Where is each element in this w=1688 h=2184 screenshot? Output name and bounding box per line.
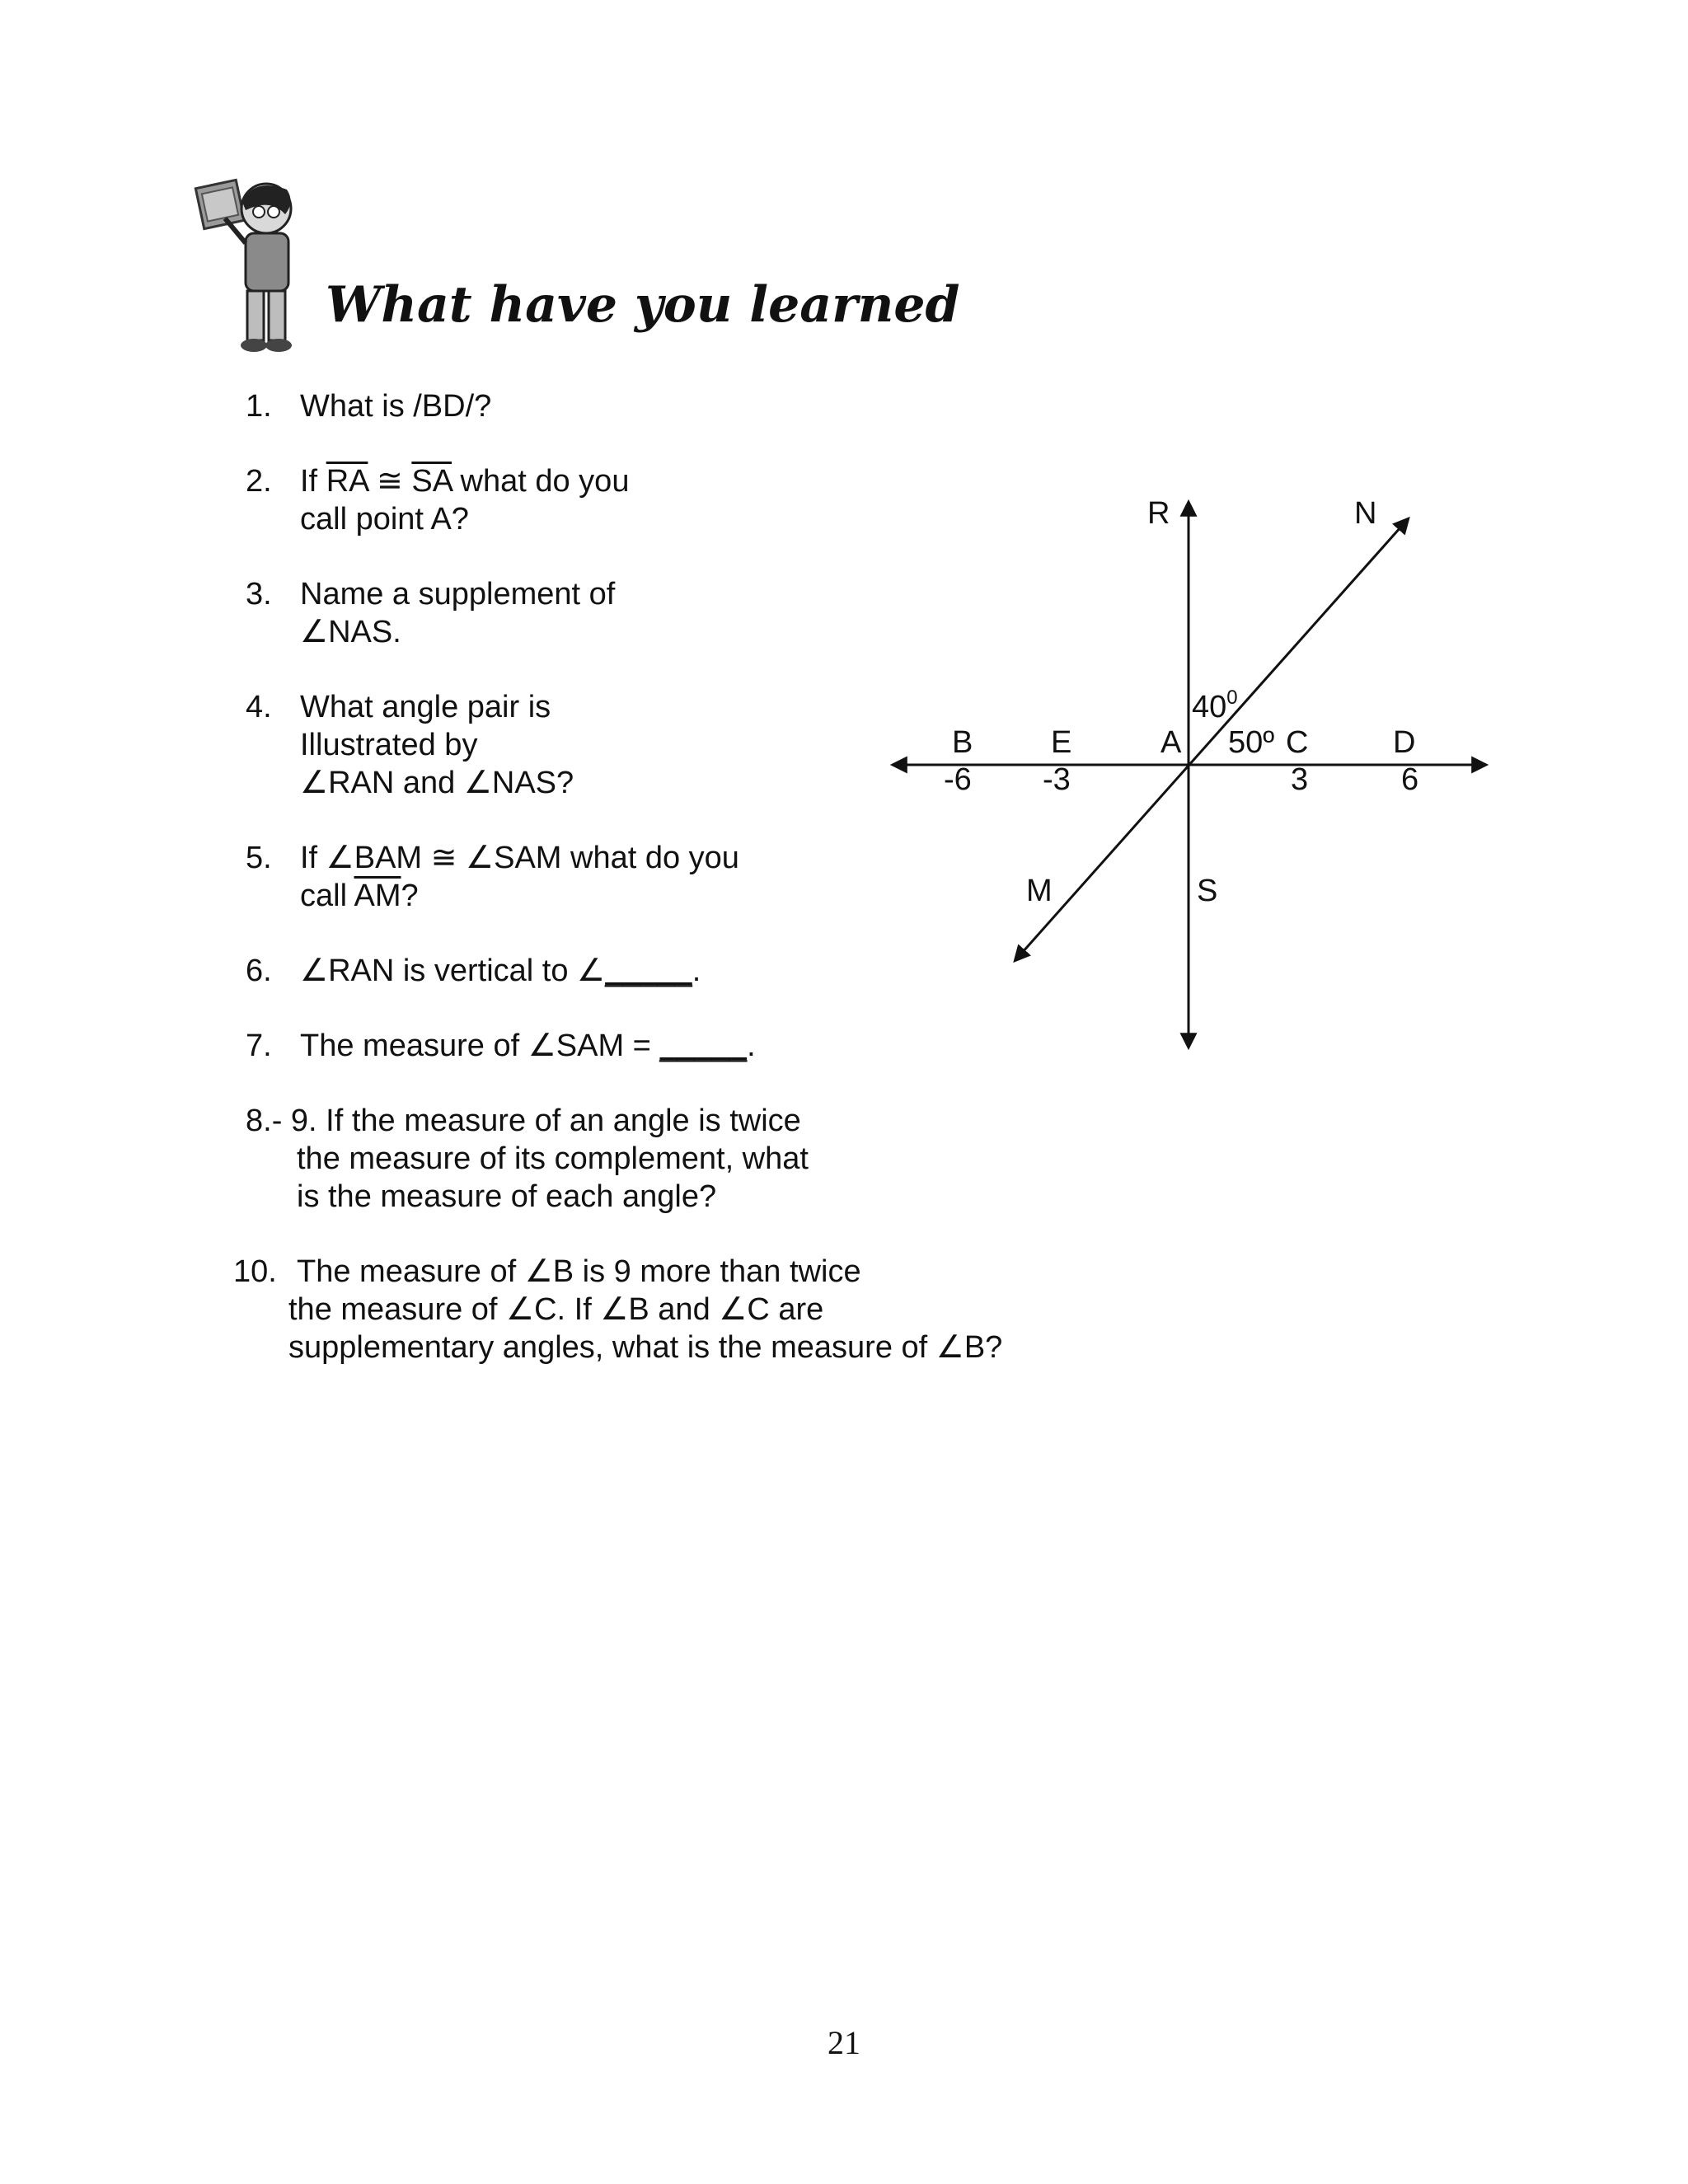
question-number: 1. [246,389,272,424]
question-text: the measure of ∠C. If ∠B and ∠C are [288,1292,824,1327]
point-label-R: R [1147,496,1170,531]
question-text: If ∠BAM ≅ ∠SAM what do you [300,841,739,875]
angle-diagram [874,486,1517,1063]
point-label-N: N [1354,496,1377,531]
question-text: . [692,954,701,988]
degree-superscript: 0 [1226,687,1238,709]
question-number: 8.- 9. [246,1104,317,1138]
question-text: is the measure of each angle? [297,1179,717,1214]
question-text: If [300,464,318,499]
segment-SA: $\overline{SA}$ [411,464,452,499]
question-number: 10. [233,1254,277,1289]
question-3 [246,575,615,613]
question-7 [246,1027,756,1065]
question-text: the measure of its complement, what [297,1141,809,1176]
question-number: 2. [246,464,272,499]
question-4-line-2 [300,726,477,764]
question-text: ∠RAN is vertical to ∠ [300,954,606,988]
question-number: 3. [246,577,272,612]
mascot-girl-holding-cube-illustration [188,169,336,359]
segment-RA: $\overline{RA}$ [326,464,368,499]
question-text: ? [401,879,419,913]
answer-blank: _____ [605,954,692,988]
question-4 [246,688,551,726]
question-text: call point A? [300,502,469,537]
question-text: Illustrated by [300,728,478,762]
point-label-M: M [1026,874,1053,908]
question-text: ∠NAS. [300,615,401,649]
question-8-9 [246,1102,801,1140]
question-10-line-3 [288,1329,1002,1366]
point-label-A: A [1160,725,1182,760]
question-2 [246,462,629,500]
question-text: what do you [460,464,630,499]
question-number: 4. [246,690,272,724]
coordinate-C: 3 [1291,762,1309,797]
question-8-9-line-2 [297,1140,809,1178]
question-number: 7. [246,1029,272,1063]
question-text: The measure of ∠SAM = [300,1029,651,1063]
coordinate-B: -6 [944,762,972,797]
point-label-D: D [1393,725,1416,760]
question-text: . [747,1029,756,1063]
question-3-line-2 [300,613,401,651]
question-4-line-3 [300,764,574,802]
question-text: supplementary angles, what is the measure of ∠B? [288,1330,1003,1365]
question-5 [246,839,739,877]
question-1 [246,387,491,425]
coordinate-D: 6 [1401,762,1419,797]
question-text: What angle pair is [300,690,551,724]
question-2-line-2 [300,500,469,538]
page-number: 21 [828,2024,860,2061]
question-text: If the measure of an angle is twice [326,1104,801,1138]
point-label-S: S [1197,874,1218,908]
answer-blank: _____ [659,1029,748,1063]
congruent-symbol: ≅ [376,464,403,499]
angle-measure-NAC: 50º [1228,725,1275,760]
question-text: The measure of ∠B is 9 more than twice [297,1254,861,1289]
point-label-C: C [1286,725,1309,760]
question-text: Name a supplement of [300,577,616,612]
question-5-line-2 [300,877,419,915]
question-text: ∠RAN and ∠NAS? [300,766,574,800]
question-text: call [300,879,348,913]
question-number: 5. [246,841,272,875]
question-10 [233,1253,861,1291]
question-6 [246,952,701,990]
question-8-9-line-3 [297,1178,716,1216]
point-label-B: B [952,725,973,760]
point-label-E: E [1051,725,1072,760]
coordinate-E: -3 [1043,762,1071,797]
question-number: 6. [246,954,272,988]
angle-measure-RAN-value: 40 [1192,690,1227,724]
page-title: What have you learned [326,276,960,334]
ray-AM: $\overline{AM}$ [354,879,401,913]
question-10-line-2 [288,1291,823,1329]
question-text: What is /BD/? [300,389,492,424]
